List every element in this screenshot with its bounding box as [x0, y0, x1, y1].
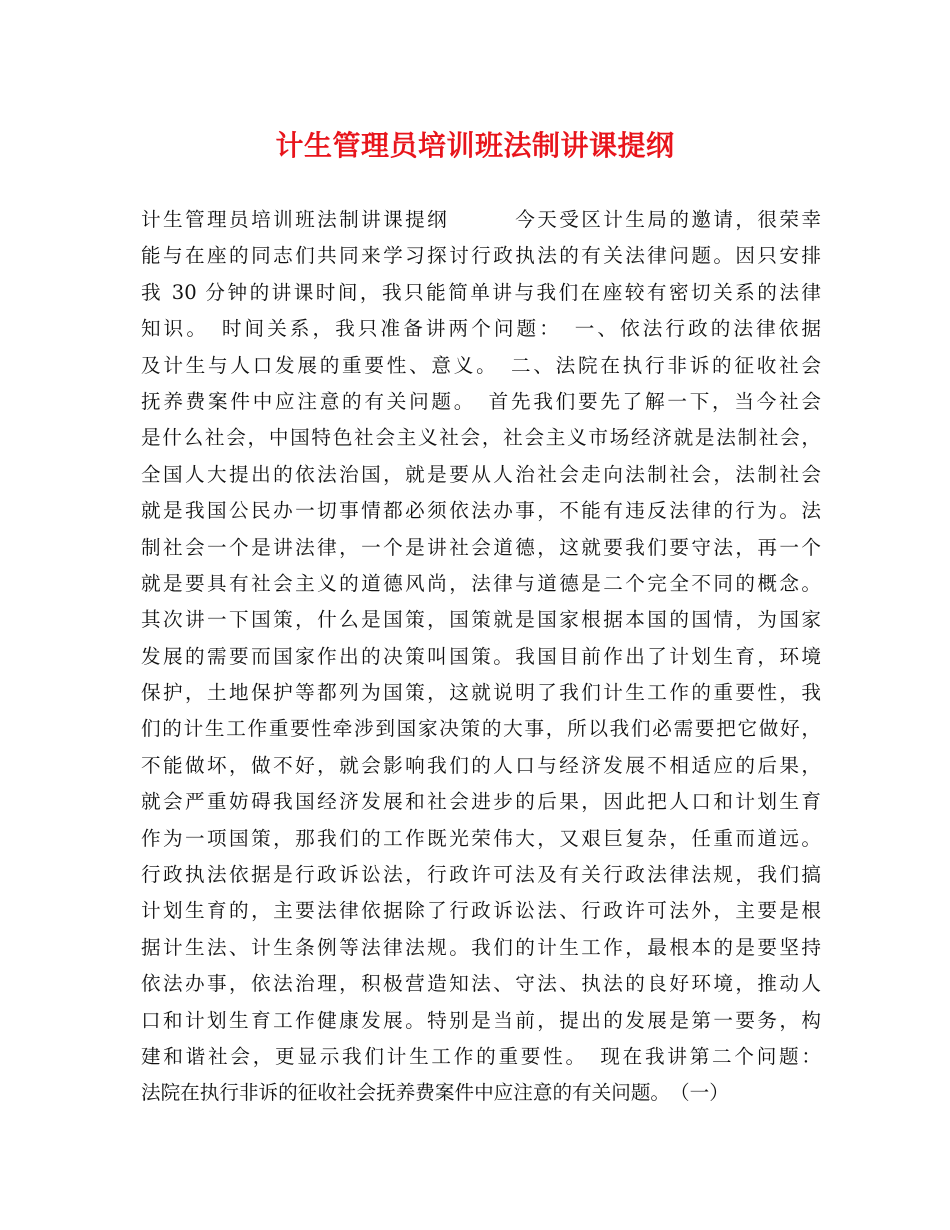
body-line: 据计生法、计生条例等法律法规。我们的计生工作，最根本的是要坚持: [141, 935, 821, 959]
body-line: 能与在座的同志们共同来学习探讨行政执法的有关法律问题。因只安排: [141, 244, 821, 268]
body-line: 就是要具有社会主义的道德风尚，法律与道德是二个完全不同的概念。: [141, 571, 821, 595]
body-line: 抚养费案件中应注意的有关问题。 首先我们要先了解一下，当今社会: [141, 389, 821, 413]
body-line: 我 30 分钟的讲课时间，我只能简单讲与我们在座较有密切关系的法律: [141, 280, 821, 304]
body-line: 就是我国公民办一切事情都必须依法办事，不能有违反法律的行为。法: [141, 499, 821, 523]
body-line: 计划生育的，主要法律依据除了行政诉讼法、行政许可法外，主要是根: [141, 899, 821, 923]
body-line: 及计生与人口发展的重要性、意义。 二、法院在执行非诉的征收社会: [141, 353, 821, 377]
body-line: 建和谐社会，更显示我们计生工作的重要性。 现在我讲第二个问题：: [141, 1044, 821, 1068]
body-line: 不能做坏，做不好，就会影响我们的人口与经济发展不相适应的后果，: [141, 753, 821, 777]
body-line: 作为一项国策，那我们的工作既光荣伟大，又艰巨复杂，任重而道远。: [141, 826, 821, 850]
body-line: 们的计生工作重要性牵涉到国家决策的大事，所以我们必需要把它做好，: [141, 717, 821, 741]
body-line: 发展的需要而国家作出的决策叫国策。我国目前作出了计划生育，环境: [141, 644, 821, 668]
body-line: 是什么社会，中国特色社会主义社会，社会主义市场经济就是法制社会，: [141, 426, 821, 450]
body-line: 制社会一个是讲法律，一个是讲社会道德，这就要我们要守法，再一个: [141, 535, 821, 559]
body-line: 法院在执行非诉的征收社会抚养费案件中应注意的有关问题。 （一）: [141, 1081, 729, 1105]
body-line: 知识。 时间关系，我只准备讲两个问题： 一、依法行政的法律依据: [141, 317, 821, 341]
body-line: 其次讲一下国策，什么是国策，国策就是国家根据本国的国情，为国家: [141, 608, 821, 632]
body-line: 依法办事，依法治理，积极营造知法、守法、执法的良好环境，推动人: [141, 972, 821, 996]
body-line: 口和计划生育工作健康发展。特别是当前，提出的发展是第一要务，构: [141, 1008, 821, 1032]
body-line: 全国人大提出的依法治国，就是要从人治社会走向法制社会，法制社会: [141, 462, 821, 486]
document-body: [141, 202, 821, 1112]
body-line: 计生管理员培训班法制讲课提纲 今天受区计生局的邀请，很荣幸: [141, 208, 821, 231]
body-line: 行政执法依据是行政诉讼法，行政许可法及有关行政法律法规，我们搞: [141, 863, 821, 887]
document-title: 计生管理员培训班法制讲课提纲: [275, 129, 675, 162]
body-line: 就会严重妨碍我国经济发展和社会进步的后果，因此把人口和计划生育: [141, 790, 821, 814]
body-line: 保护，土地保护等都列为国策，这就说明了我们计生工作的重要性，我: [141, 681, 821, 705]
